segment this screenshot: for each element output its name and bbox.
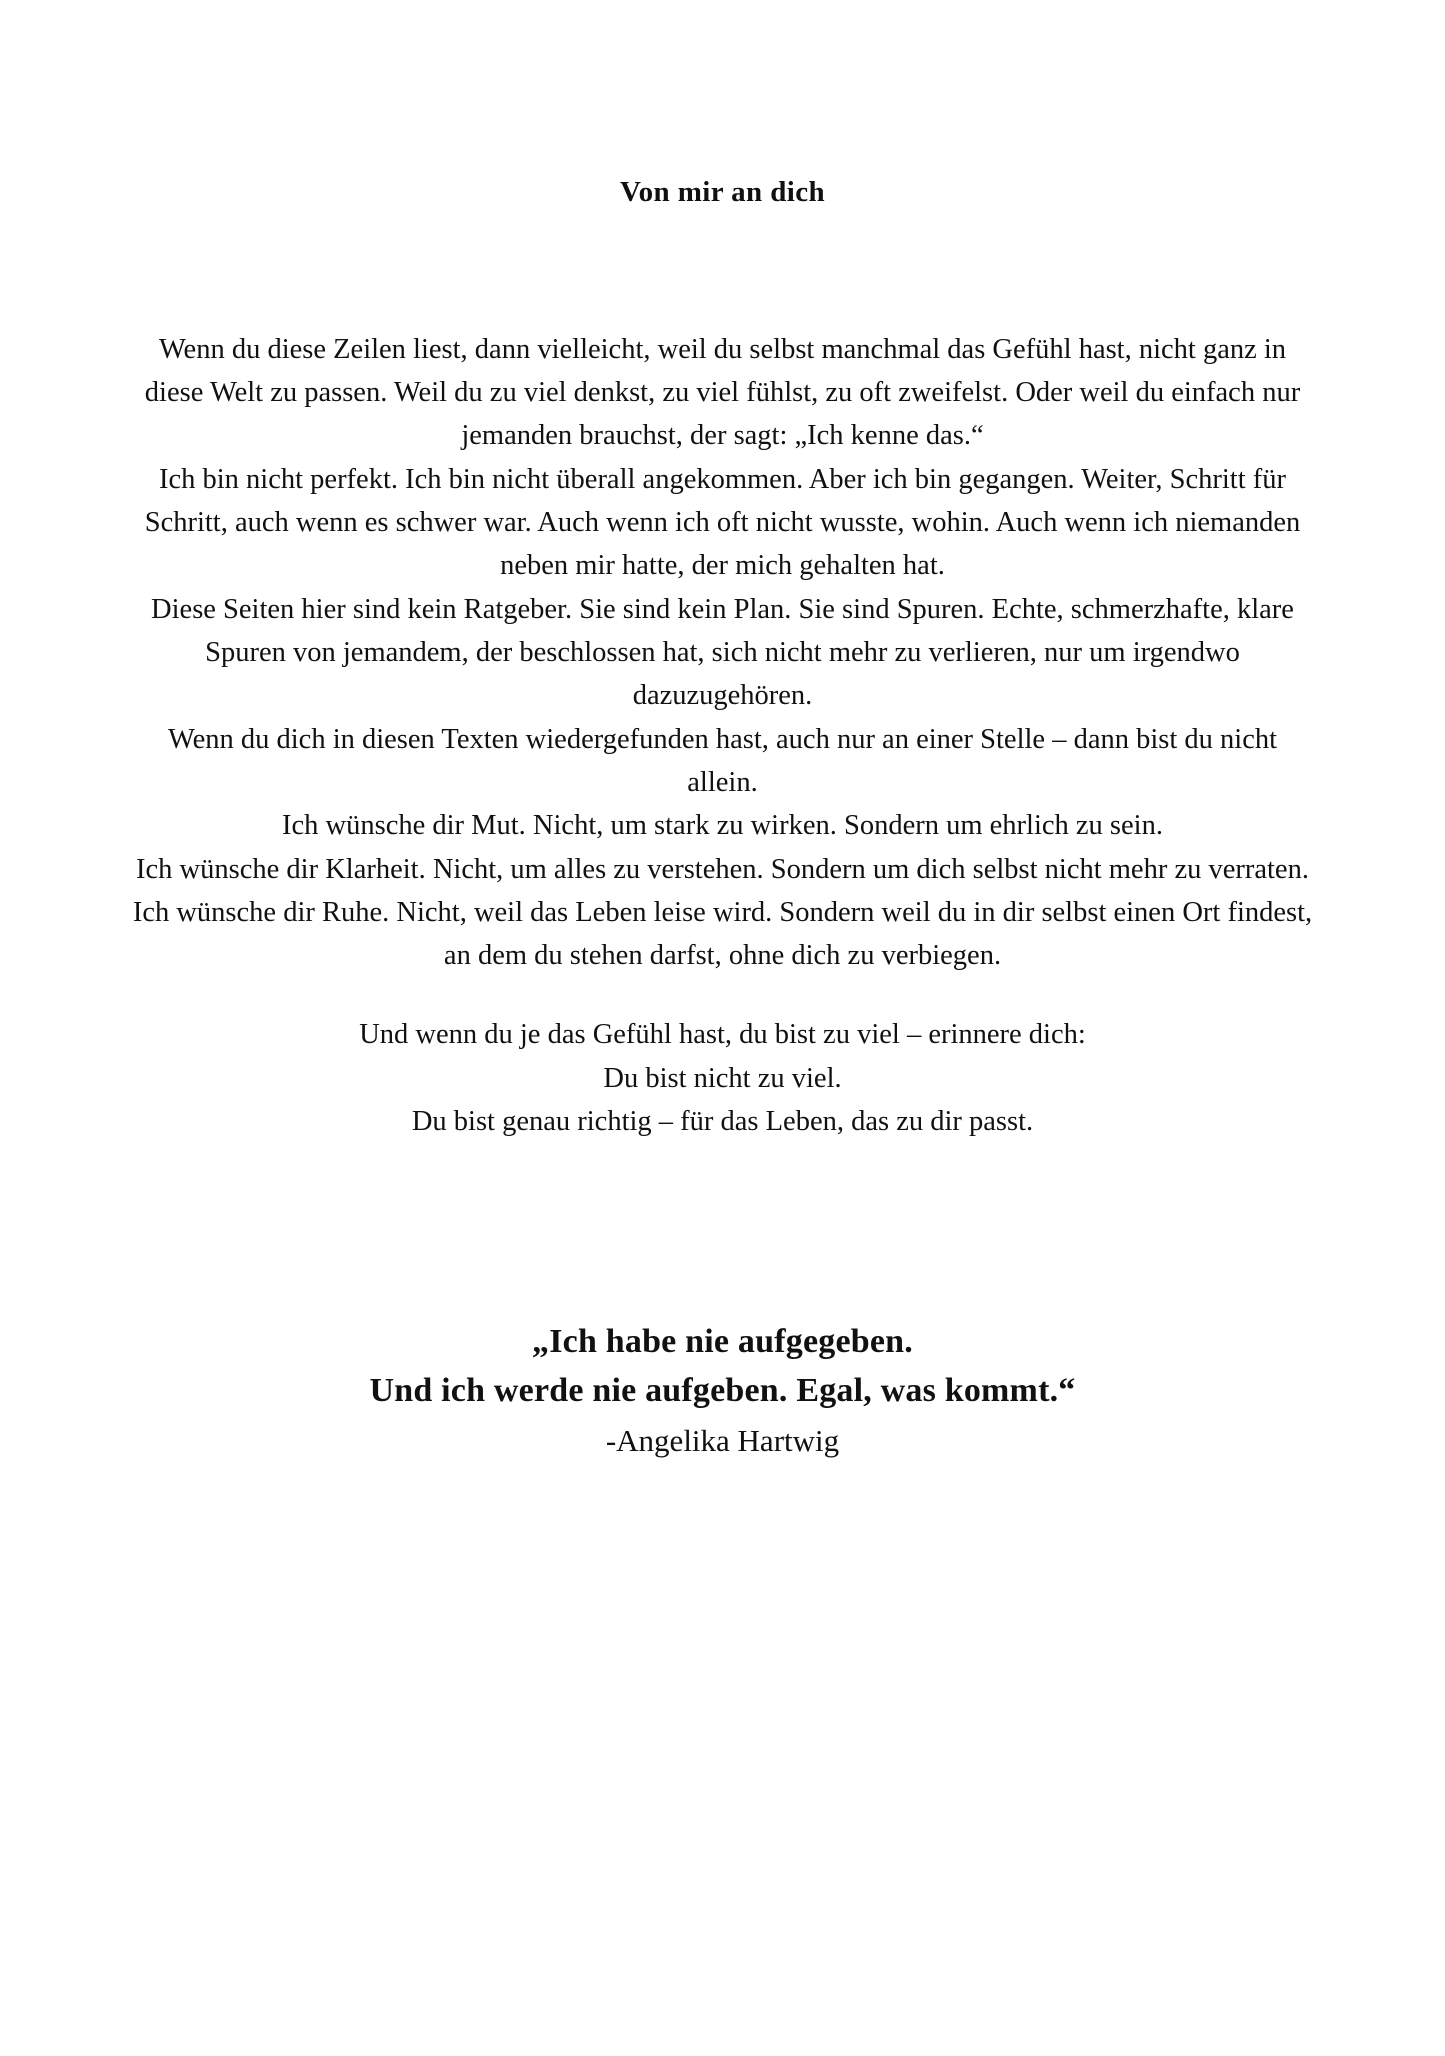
closing-line-2: Du bist nicht zu viel. <box>603 1062 842 1094</box>
pull-quote <box>130 1318 1315 1463</box>
paragraph-spacer <box>130 977 1315 1013</box>
quote-line-1: „Ich habe nie aufgegeben. <box>532 1323 913 1361</box>
page-title: Von mir an dich <box>619 176 826 208</box>
paragraph-traces: Diese Seiten hier sind kein Ratgeber. Sie sind kein Plan. Sie sind Spuren. Echte, schmerzhafte, klare Spuren von jemandem, der beschlossen hat, sich nicht mehr zu verlieren, nur um irgendwo dazuzugehören. <box>151 593 1294 712</box>
body-text <box>130 328 1315 1144</box>
paragraph-journey: Ich bin nicht perfekt. Ich bin nicht überall angekommen. Aber ich bin gegangen. Weiter, Schritt für Schritt, auch wenn es schwer war. Auch wenn ich oft nicht wusste, wohin. Auch wenn ich niemanden neben mir hatte, der mich gehalten hat. <box>144 463 1301 582</box>
quote-line-2: Und ich werde nie aufgeben. Egal, was kommt.“ <box>369 1371 1076 1409</box>
paragraph-peace: Ich wünsche dir Ruhe. Nicht, weil das Leben leise wird. Sondern weil du in dir selbst einen Ort findest, an dem du stehen darfst, ohne dich zu verbiegen. <box>132 896 1313 972</box>
paragraph-intro: Wenn du diese Zeilen liest, dann vielleicht, weil du selbst manchmal das Gefühl hast, nicht ganz in diese Welt zu passen. Weil du zu viel denkst, zu viel fühlst, zu oft zweifelst. Oder weil du einfach nur jemanden brauchst, der sagt: „Ich kenne das.“ <box>144 333 1301 452</box>
document-content <box>130 175 1315 1464</box>
paragraph-clarity: Ich wünsche dir Klarheit. Nicht, um alles zu verstehen. Sondern um dich selbst nicht mehr zu verraten. <box>136 853 1309 885</box>
closing-line-3: Du bist genau richtig – für das Leben, das zu dir passt. <box>411 1106 1034 1138</box>
closing-line-1: Und wenn du je das Gefühl hast, du bist zu viel – erinnere dich: <box>359 1019 1086 1051</box>
paragraph-courage: Ich wünsche dir Mut. Nicht, um stark zu wirken. Sondern um ehrlich zu sein. <box>282 810 1163 842</box>
quote-attribution: -Angelika Hartwig <box>605 1422 840 1458</box>
paragraph-not-alone: Wenn du dich in diesen Texten wiedergefunden hast, auch nur an einer Stelle – dann bist du nicht allein. <box>167 723 1278 798</box>
